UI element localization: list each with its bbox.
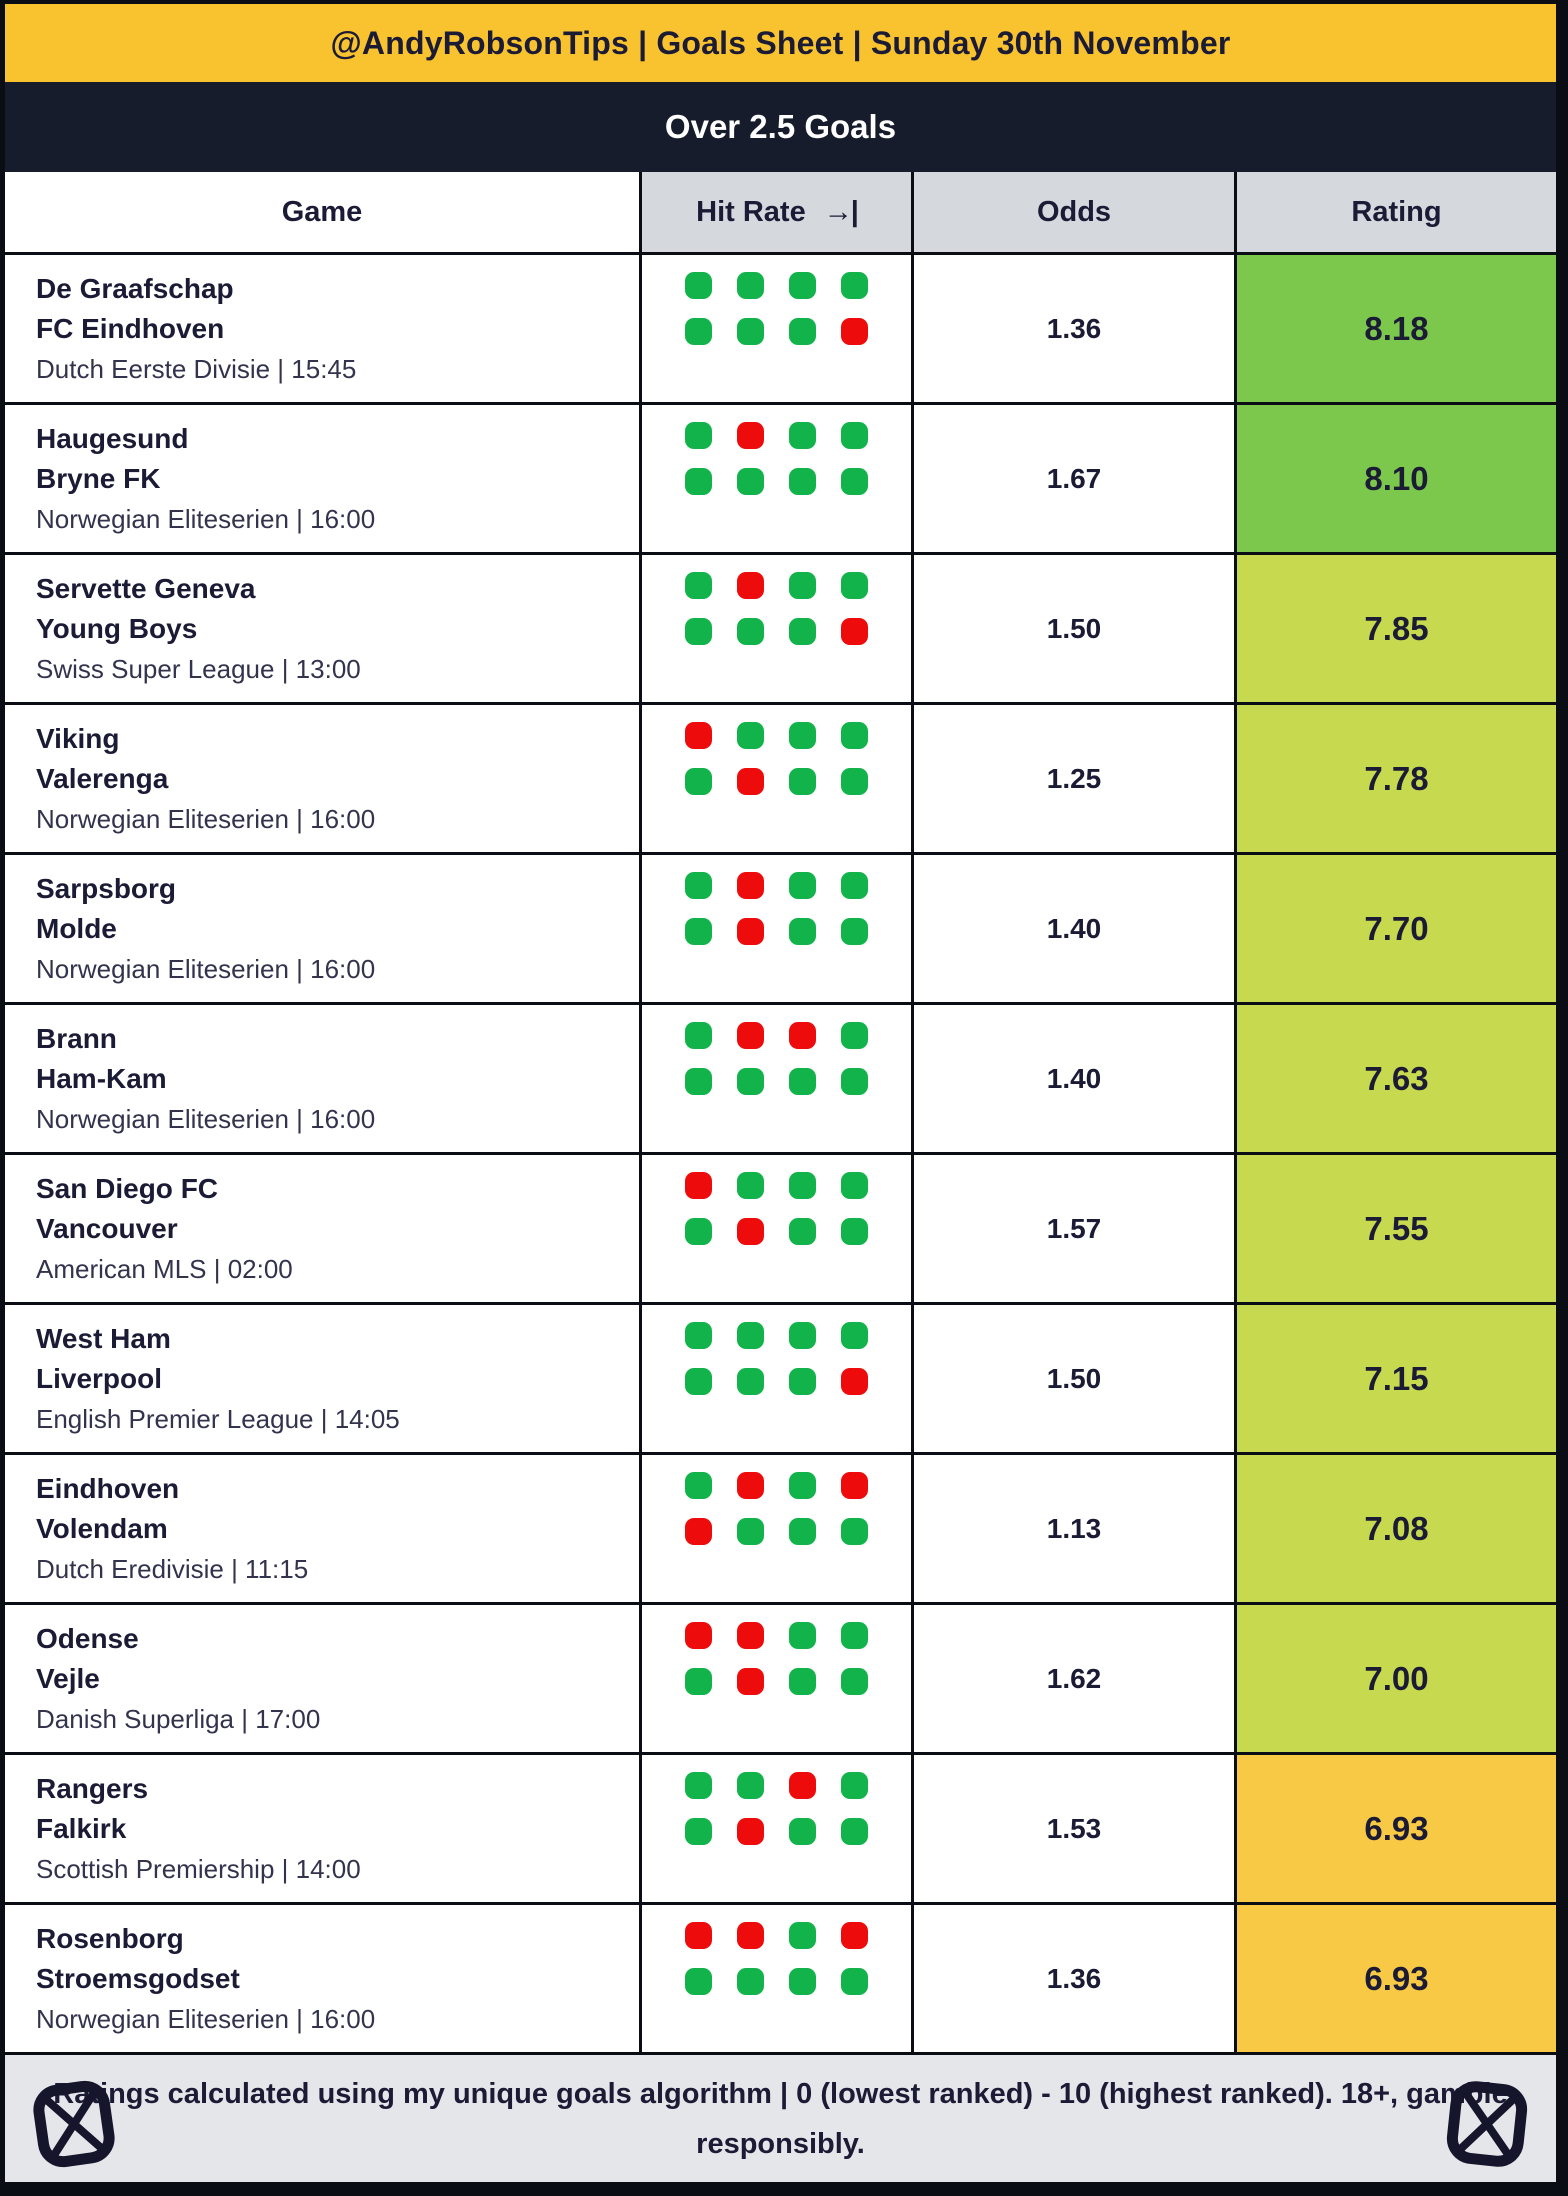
rating-value: 7.63	[1364, 1059, 1429, 1097]
hit-pill-green	[841, 1022, 868, 1049]
hit-pill-red	[685, 1518, 712, 1545]
age-18-restriction-icon	[27, 2074, 121, 2175]
rating-value: 7.70	[1364, 909, 1429, 947]
disclaimer-text: Ratings calculated using my unique goals algorithm | 0 (lowest ranked) - 10 (highest ranked). 18+, gamble responsibly.	[53, 2077, 1508, 2160]
league-time: Swiss Super League | 13:00	[36, 653, 361, 684]
hit-pill-red	[737, 1668, 764, 1695]
hit-rate-cell	[642, 705, 911, 852]
hit-pill-red	[737, 1218, 764, 1245]
hit-rate-cell	[642, 1605, 911, 1752]
hit-rate-grid	[685, 1172, 868, 1245]
odds-value: 1.36	[1046, 312, 1102, 344]
hit-pill-green	[737, 1368, 764, 1395]
hit-pill-red	[685, 1922, 712, 1949]
hit-rate-cell	[642, 255, 911, 402]
league-time: Norwegian Eliteserien | 16:00	[36, 503, 376, 534]
hit-pill-green	[841, 1172, 868, 1199]
league-time: Dutch Eerste Divisie | 15:45	[36, 353, 357, 384]
hit-pill-red	[737, 1622, 764, 1649]
hit-pill-green	[685, 1968, 712, 1995]
rating-value: 6.93	[1364, 1959, 1429, 1997]
page-title: @AndyRobsonTips | Goals Sheet | Sunday 30th November	[330, 24, 1231, 61]
odds-cell	[914, 1155, 1234, 1302]
home-team: Eindhoven	[36, 1472, 180, 1504]
game-cell	[5, 1005, 639, 1152]
hit-pill-green	[789, 1668, 816, 1695]
hit-pill-green	[789, 1368, 816, 1395]
rating-cell	[1237, 255, 1556, 402]
hit-pill-red	[737, 1472, 764, 1499]
hit-pill-green	[737, 318, 764, 345]
hit-rate-cell	[642, 405, 911, 552]
hit-pill-green	[685, 572, 712, 599]
hit-pill-green	[841, 468, 868, 495]
odds-value: 1.40	[1046, 1062, 1102, 1094]
odds-cell	[914, 1605, 1234, 1752]
away-team: Vejle	[36, 1662, 100, 1694]
hit-rate-grid	[685, 1922, 868, 1995]
hit-pill-green	[789, 768, 816, 795]
hit-rate-cell	[642, 1455, 911, 1602]
hit-pill-green	[789, 1922, 816, 1949]
hit-pill-green	[789, 872, 816, 899]
hit-pill-green	[841, 1772, 868, 1799]
hit-pill-green	[789, 1218, 816, 1245]
hit-pill-red	[841, 1368, 868, 1395]
odds-cell	[914, 1005, 1234, 1152]
hit-pill-green	[685, 468, 712, 495]
game-cell	[5, 705, 639, 852]
column-header-odds	[914, 172, 1234, 252]
rating-cell	[1237, 855, 1556, 1002]
odds-cell	[914, 1905, 1234, 2052]
hit-pill-green	[685, 768, 712, 795]
column-header-game	[5, 172, 639, 252]
hit-rate-grid	[685, 1622, 868, 1695]
hit-pill-green	[789, 572, 816, 599]
odds-value: 1.57	[1046, 1212, 1102, 1244]
rating-cell	[1237, 1155, 1556, 1302]
hit-pill-green	[789, 1818, 816, 1845]
hit-pill-green	[841, 1518, 868, 1545]
away-team: Stroemsgodset	[36, 1962, 240, 1994]
age-18-restriction-icon	[1442, 2075, 1533, 2173]
rating-value: 8.10	[1364, 459, 1429, 497]
hit-pill-green	[789, 722, 816, 749]
game-cell	[5, 405, 639, 552]
game-cell	[5, 855, 639, 1002]
hit-pill-green	[737, 1518, 764, 1545]
hit-pill-red	[737, 918, 764, 945]
hit-pill-red	[737, 872, 764, 899]
rating-value: 7.55	[1364, 1209, 1429, 1247]
odds-value: 1.40	[1046, 912, 1102, 944]
home-team: Haugesund	[36, 422, 189, 454]
hit-pill-red	[737, 422, 764, 449]
odds-value: 1.25	[1046, 762, 1102, 794]
away-team: Bryne FK	[36, 462, 161, 494]
league-time: Norwegian Eliteserien | 16:00	[36, 803, 376, 834]
hit-pill-green	[789, 422, 816, 449]
hit-rate-grid	[685, 1322, 868, 1395]
rating-value: 6.93	[1364, 1809, 1429, 1847]
hit-pill-green	[789, 318, 816, 345]
hit-rate-cell	[642, 855, 911, 1002]
home-team: Odense	[36, 1622, 139, 1654]
hit-pill-green	[737, 1772, 764, 1799]
hit-pill-green	[685, 1772, 712, 1799]
hit-pill-green	[789, 468, 816, 495]
hit-rate-cell	[642, 1005, 911, 1152]
league-time: American MLS | 02:00	[36, 1253, 293, 1284]
home-team: Viking	[36, 722, 120, 754]
hit-pill-red	[737, 768, 764, 795]
hit-pill-red	[737, 1818, 764, 1845]
rating-cell	[1237, 1455, 1556, 1602]
hit-rate-cell	[642, 555, 911, 702]
hit-pill-green	[685, 872, 712, 899]
hit-pill-green	[841, 872, 868, 899]
rating-value: 7.08	[1364, 1509, 1429, 1547]
hit-pill-green	[737, 618, 764, 645]
away-team: Molde	[36, 912, 117, 944]
hit-pill-green	[685, 1322, 712, 1349]
column-header-game-label: Game	[281, 195, 363, 228]
league-time: Dutch Eredivisie | 11:15	[36, 1553, 309, 1584]
hit-pill-green	[685, 318, 712, 345]
hit-rate-grid	[685, 422, 868, 495]
home-team: Sarpsborg	[36, 872, 177, 904]
hit-pill-green	[841, 722, 868, 749]
hit-pill-green	[841, 1622, 868, 1649]
column-header-odds-label: Odds	[1036, 195, 1112, 228]
hit-rate-cell	[642, 1305, 911, 1452]
hit-pill-red	[737, 572, 764, 599]
hit-pill-red	[789, 1022, 816, 1049]
hit-pill-green	[685, 1068, 712, 1095]
hit-pill-green	[789, 1968, 816, 1995]
hit-pill-green	[789, 1472, 816, 1499]
hit-pill-green	[685, 1368, 712, 1395]
game-cell	[5, 555, 639, 702]
odds-value: 1.13	[1046, 1512, 1102, 1544]
league-time: Norwegian Eliteserien | 16:00	[36, 2003, 376, 2034]
hit-pill-green	[737, 1172, 764, 1199]
hit-pill-green	[789, 1518, 816, 1545]
odds-cell	[914, 1455, 1234, 1602]
rating-cell	[1237, 555, 1556, 702]
hit-pill-green	[789, 918, 816, 945]
hit-pill-green	[789, 1622, 816, 1649]
hit-pill-green	[685, 1668, 712, 1695]
game-cell	[5, 255, 639, 402]
disclaimer-bar	[5, 2052, 1556, 2182]
league-time: Scottish Premiership | 14:00	[36, 1853, 361, 1884]
hit-pill-red	[841, 618, 868, 645]
hit-pill-green	[841, 1322, 868, 1349]
odds-cell	[914, 1305, 1234, 1452]
odds-value: 1.67	[1046, 462, 1102, 494]
away-team: Liverpool	[36, 1362, 163, 1394]
game-cell	[5, 1155, 639, 1302]
hit-pill-green	[841, 1968, 868, 1995]
odds-value: 1.53	[1046, 1812, 1102, 1844]
game-cell	[5, 1305, 639, 1452]
odds-cell	[914, 1755, 1234, 1902]
game-cell	[5, 1455, 639, 1602]
hit-pill-green	[737, 468, 764, 495]
hit-pill-green	[841, 1068, 868, 1095]
hit-pill-red	[789, 1772, 816, 1799]
rating-cell	[1237, 1905, 1556, 2052]
hit-pill-red	[737, 1022, 764, 1049]
league-time: English Premier League | 14:05	[36, 1403, 400, 1434]
hit-pill-green	[841, 572, 868, 599]
column-header-rating-label: Rating	[1351, 195, 1442, 228]
hit-pill-red	[685, 1622, 712, 1649]
column-header-rating	[1237, 172, 1556, 252]
arrow-to-bar-icon: →|	[823, 195, 857, 228]
hit-pill-green	[737, 722, 764, 749]
odds-value: 1.50	[1046, 612, 1102, 644]
hit-pill-green	[685, 1022, 712, 1049]
hit-pill-green	[789, 1068, 816, 1095]
hit-pill-green	[685, 422, 712, 449]
hit-rate-grid	[685, 1472, 868, 1545]
hit-pill-red	[841, 1472, 868, 1499]
rating-value: 7.15	[1364, 1359, 1429, 1397]
hit-rate-cell	[642, 1155, 911, 1302]
away-team: Falkirk	[36, 1812, 127, 1844]
rating-cell	[1237, 1005, 1556, 1152]
rating-value: 7.85	[1364, 609, 1429, 647]
hit-rate-cell	[642, 1905, 911, 2052]
hit-pill-red	[685, 1172, 712, 1199]
hit-rate-cell	[642, 1755, 911, 1902]
hit-rate-grid	[685, 1022, 868, 1095]
hit-rate-grid	[685, 872, 868, 945]
game-cell	[5, 1905, 639, 2052]
home-team: Servette Geneva	[36, 572, 256, 604]
hit-pill-green	[737, 1968, 764, 1995]
hit-pill-green	[841, 272, 868, 299]
rating-cell	[1237, 1305, 1556, 1452]
hit-pill-green	[841, 1668, 868, 1695]
hit-pill-green	[789, 618, 816, 645]
league-time: Danish Superliga | 17:00	[36, 1703, 321, 1734]
hit-pill-red	[841, 318, 868, 345]
hit-pill-red	[685, 722, 712, 749]
hit-pill-green	[841, 918, 868, 945]
hit-pill-green	[685, 918, 712, 945]
odds-cell	[914, 705, 1234, 852]
game-cell	[5, 1605, 639, 1752]
odds-cell	[914, 255, 1234, 402]
hit-pill-red	[737, 1922, 764, 1949]
hit-pill-green	[841, 1818, 868, 1845]
hit-pill-red	[841, 1922, 868, 1949]
hit-pill-green	[789, 272, 816, 299]
home-team: De Graafschap	[36, 272, 234, 304]
hit-pill-green	[685, 1218, 712, 1245]
hit-rate-grid	[685, 1772, 868, 1845]
title-bar	[5, 4, 1556, 82]
home-team: Rosenborg	[36, 1922, 184, 1954]
odds-cell	[914, 555, 1234, 702]
hit-pill-green	[841, 1218, 868, 1245]
odds-value: 1.36	[1046, 1962, 1102, 1994]
hit-pill-green	[841, 768, 868, 795]
rating-cell	[1237, 1605, 1556, 1752]
rating-value: 7.78	[1364, 759, 1429, 797]
away-team: Volendam	[36, 1512, 168, 1544]
hit-pill-green	[685, 1818, 712, 1845]
hit-rate-grid	[685, 272, 868, 345]
odds-cell	[914, 855, 1234, 1002]
goals-table	[5, 172, 1556, 2052]
hit-rate-grid	[685, 572, 868, 645]
rating-cell	[1237, 705, 1556, 852]
away-team: Young Boys	[36, 612, 198, 644]
column-header-hit-rate-label: Hit Rate	[696, 195, 806, 228]
odds-cell	[914, 405, 1234, 552]
rating-cell	[1237, 405, 1556, 552]
hit-pill-green	[685, 272, 712, 299]
odds-value: 1.62	[1046, 1662, 1102, 1694]
home-team: West Ham	[36, 1322, 171, 1354]
hit-rate-grid	[685, 722, 868, 795]
rating-value: 8.18	[1364, 309, 1429, 347]
home-team: Brann	[36, 1022, 117, 1054]
home-team: Rangers	[36, 1772, 149, 1804]
away-team: Valerenga	[36, 762, 169, 794]
section-bar	[5, 82, 1556, 172]
hit-pill-green	[737, 272, 764, 299]
section-title: Over 2.5 Goals	[664, 108, 897, 145]
game-cell	[5, 1755, 639, 1902]
hit-pill-green	[841, 422, 868, 449]
column-header-hit-rate	[642, 172, 911, 252]
league-time: Norwegian Eliteserien | 16:00	[36, 953, 376, 984]
away-team: FC Eindhoven	[36, 312, 225, 344]
rating-value: 7.00	[1364, 1659, 1429, 1697]
hit-pill-green	[737, 1322, 764, 1349]
hit-pill-green	[789, 1172, 816, 1199]
hit-pill-green	[685, 1472, 712, 1499]
hit-pill-green	[789, 1322, 816, 1349]
away-team: Vancouver	[36, 1212, 178, 1244]
league-time: Norwegian Eliteserien | 16:00	[36, 1103, 376, 1134]
away-team: Ham-Kam	[36, 1062, 167, 1094]
odds-value: 1.50	[1046, 1362, 1102, 1394]
hit-pill-green	[685, 618, 712, 645]
rating-cell	[1237, 1755, 1556, 1902]
home-team: San Diego FC	[36, 1172, 219, 1204]
hit-pill-green	[737, 1068, 764, 1095]
